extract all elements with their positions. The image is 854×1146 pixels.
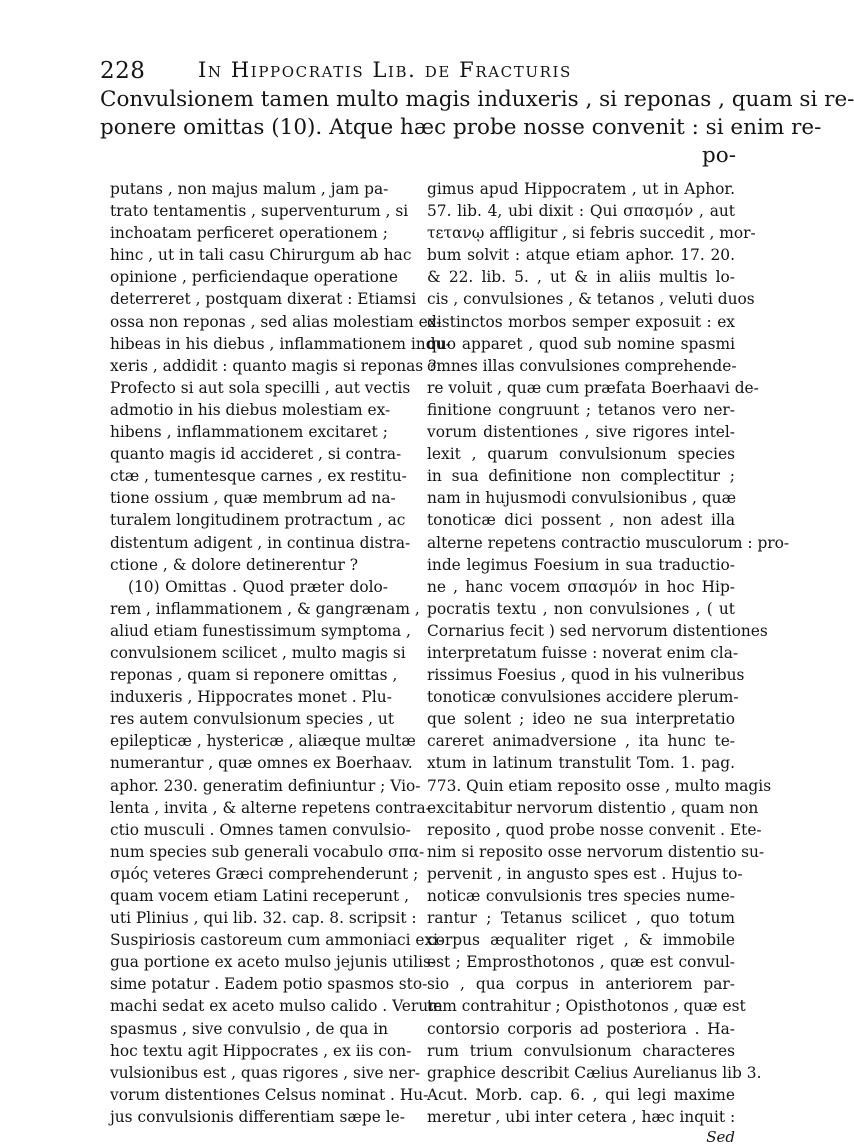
text-line: re voluit , quæ cum præfata Boerhaavi de- <box>427 378 759 397</box>
text-line: deterreret , postquam dixerat : Etiamsi <box>110 290 417 309</box>
text-line: xtum in latinum transtulit Tom. 1. pag. <box>427 754 735 773</box>
text-line: rem , inflammationem , & gangrænam , <box>110 599 420 618</box>
text-line: hibens , inflammationem excitaret ; <box>110 423 388 442</box>
intro-line: ponere omittas (10). Atque hæc probe nosse convenit : si enim re- <box>100 115 822 140</box>
text-line: tonoticæ convulsiones accidere plerum- <box>427 688 739 707</box>
text-line: vorum distentiones , sive rigores intel- <box>427 423 735 442</box>
text-line: distentum adigent , in continua distra- <box>110 533 411 552</box>
text-line: que solent ; ideo ne sua interpretatio <box>427 710 735 729</box>
text-line: convulsionem scilicet , multo magis si <box>110 643 406 662</box>
catchword: Sed <box>706 1128 735 1146</box>
text-line: careret animadversione , ita hunc te- <box>427 732 735 751</box>
text-line: inde legimus Foesium in sua traductio- <box>427 555 735 574</box>
text-line: spasmus , sive convulsio , de qua in <box>110 1019 389 1038</box>
intro-line: Convulsionem tamen multo magis induxeris , si reponas , quam si re- <box>100 87 854 112</box>
text-line: omnes illas convulsiones comprehende- <box>427 356 737 375</box>
text-line: tione ossium , quæ membrum ad na- <box>110 489 396 508</box>
text-line: excitabitur nervorum distentio , quam non <box>427 798 759 817</box>
text-line: lenta , invita , & alterne repetens contra- <box>110 798 431 817</box>
text-line: tem contrahitur ; Opisthotonos , quæ est <box>427 997 746 1016</box>
text-line: graphice describit Cælius Aurelianus lib 3. <box>427 1063 762 1082</box>
text-line: putans , non majus malum , jam pa- <box>110 180 389 198</box>
text-line: numerantur , quæ omnes ex Boerhaav. <box>110 754 413 773</box>
text-line: Acut. Morb. cap. 6. , qui legi maxime <box>427 1085 735 1104</box>
text-line: num species sub generali vocabulo σπα- <box>110 842 425 861</box>
text-line: sio , qua corpus in anteriorem par- <box>427 975 735 994</box>
text-line: in sua definitione non complectitur ; <box>427 467 735 486</box>
text-line: rum trium convulsionum characteres <box>427 1041 735 1060</box>
text-line: nam in hujusmodi convulsionibus , quæ <box>427 489 737 508</box>
text-line: ctæ , tumentesque carnes , ex restitu- <box>110 467 407 486</box>
text-line: hinc , ut in tali casu Chirurgum ab hac <box>110 246 412 265</box>
text-line: finitione congruunt ; tetanos vero ner- <box>427 400 735 419</box>
text-line: uti Plinius , qui lib. 32. cap. 8. scripsit : <box>110 909 417 928</box>
text-line: meretur , ubi inter cetera , hæc inquit : <box>427 1107 736 1126</box>
text-line: bum solvit : atque etiam aphor. 17. 20. <box>427 246 735 265</box>
text-line: vorum distentiones Celsus nominat . Hu- <box>110 1085 429 1104</box>
text-line: quam vocem etiam Latini receperunt , <box>110 887 410 905</box>
text-line: xeris , addidit : quanto magis si reponas ? <box>110 356 437 375</box>
commentary-left-column <box>110 178 451 1128</box>
text-line: vulsionibus est , quas rigores , sive ner- <box>110 1063 421 1082</box>
text-line: est ; Emprosthotonos , quæ est convul- <box>427 953 735 972</box>
text-line: pocratis textu , non convulsiones , ( ut <box>427 599 735 618</box>
text-line: gimus apud Hippocratem , ut in Aphor. <box>427 180 735 198</box>
text-line: Cornarius fecit ) sed nervorum distentiones <box>427 621 768 640</box>
text-line: ctio musculi . Omnes tamen convulsio- <box>110 820 411 839</box>
text-line: interpretatum fuisse : noverat enim cla- <box>427 643 739 662</box>
text-line: hoc textu agit Hippocrates , ex iis con- <box>110 1041 412 1060</box>
text-line: trato tentamentis , superventurum , si <box>110 202 409 221</box>
text-line: σμός veteres Græci comprehenderunt ; <box>110 864 419 883</box>
text-line: hibeas in his diebus , inflammationem indu- <box>110 334 451 353</box>
text-line: rissimus Foesius , quod in his vulneribus <box>427 666 745 685</box>
text-line: turalem longitudinem protractum , ac <box>110 511 406 530</box>
text-line: gua portione ex aceto mulso jejunis utilis- <box>110 953 437 972</box>
text-line: rantur ; Tetanus scilicet , quo totum <box>427 909 735 928</box>
text-line: aphor. 230. generatim definiuntur ; Vio- <box>110 776 421 795</box>
text-line: tonoticæ dici possent , non adest illa <box>427 511 735 530</box>
text-line: jus convulsionis differentiam sæpe le- <box>110 1107 405 1126</box>
text-line: opinione , perficiendaque operatione <box>110 268 398 287</box>
text-line: aliud etiam funestissimum symptoma , <box>110 621 411 640</box>
text-line: nim si reposito osse nervorum distentio su- <box>427 842 765 861</box>
text-line: τετανῳ affligitur , si febris succedit , mor- <box>427 224 756 243</box>
text-line: contorsio corporis ad posteriora . Ha- <box>427 1019 735 1038</box>
hippocrates-text-block <box>100 86 854 170</box>
page-number: 228 <box>100 58 146 84</box>
text-line: 57. lib. 4, ubi dixit : Qui σπασμόν , aut <box>427 202 735 221</box>
text-line: lexit , quarum convulsionum species <box>427 445 735 464</box>
running-title: In Hippocratis Lib. de Fracturis <box>198 58 572 82</box>
text-line: alterne repetens contractio musculorum : pro- <box>427 533 790 552</box>
text-line: corpus æqualiter riget , & immobile <box>427 931 735 950</box>
text-line: & 22. lib. 5. , ut & in aliis multis lo- <box>427 268 735 287</box>
text-line: cis , convulsiones , & tetanos , veluti duos <box>427 290 755 309</box>
commentary-right-column <box>427 178 790 1146</box>
text-line: noticæ convulsionis tres species nume- <box>427 887 735 905</box>
text-line: reposito , quod probe nosse convenit . Ete- <box>427 820 762 839</box>
text-line: admotio in his diebus molestiam ex- <box>110 400 391 419</box>
text-line: quo apparet , quod sub nomine spasmi <box>427 334 735 353</box>
text-line: distinctos morbos semper exposuit : ex <box>427 312 735 331</box>
text-line: induxeris , Hippocrates monet . Plu- <box>110 688 392 707</box>
text-line: (10) Omittas . Quod præter dolo- <box>128 577 388 596</box>
text-line: quanto magis id accideret , si contra- <box>110 445 402 464</box>
text-line: epilepticæ , hystericæ , aliæque multæ <box>110 732 416 751</box>
text-line: Profecto si aut sola specilli , aut vectis <box>110 378 411 397</box>
text-line: Suspiriosis castoreum cum ammoniaci exi- <box>110 931 444 950</box>
text-line: sime potatur . Eadem potio spasmos sto- <box>110 975 428 994</box>
intro-line: po- <box>702 143 736 168</box>
text-line: pervenit , in angusto spes est . Hujus to- <box>427 864 743 883</box>
text-line: ctione , & dolore detinerentur ? <box>110 555 359 574</box>
text-line: res autem convulsionum species , ut <box>110 710 395 729</box>
text-line: machi sedat ex aceto mulso calido . Verum <box>110 997 443 1016</box>
text-line: reponas , quam si reponere omittas , <box>110 666 398 685</box>
text-line: ossa non reponas , sed alias molestiam ex- <box>110 312 442 331</box>
page-header <box>100 58 740 88</box>
text-line: ne , hanc vocem σπασμόν in hoc Hip- <box>427 577 735 596</box>
text-line: 773. Quin etiam reposito osse , multo magis <box>427 776 772 795</box>
text-line: inchoatam perficeret operationem ; <box>110 224 388 243</box>
